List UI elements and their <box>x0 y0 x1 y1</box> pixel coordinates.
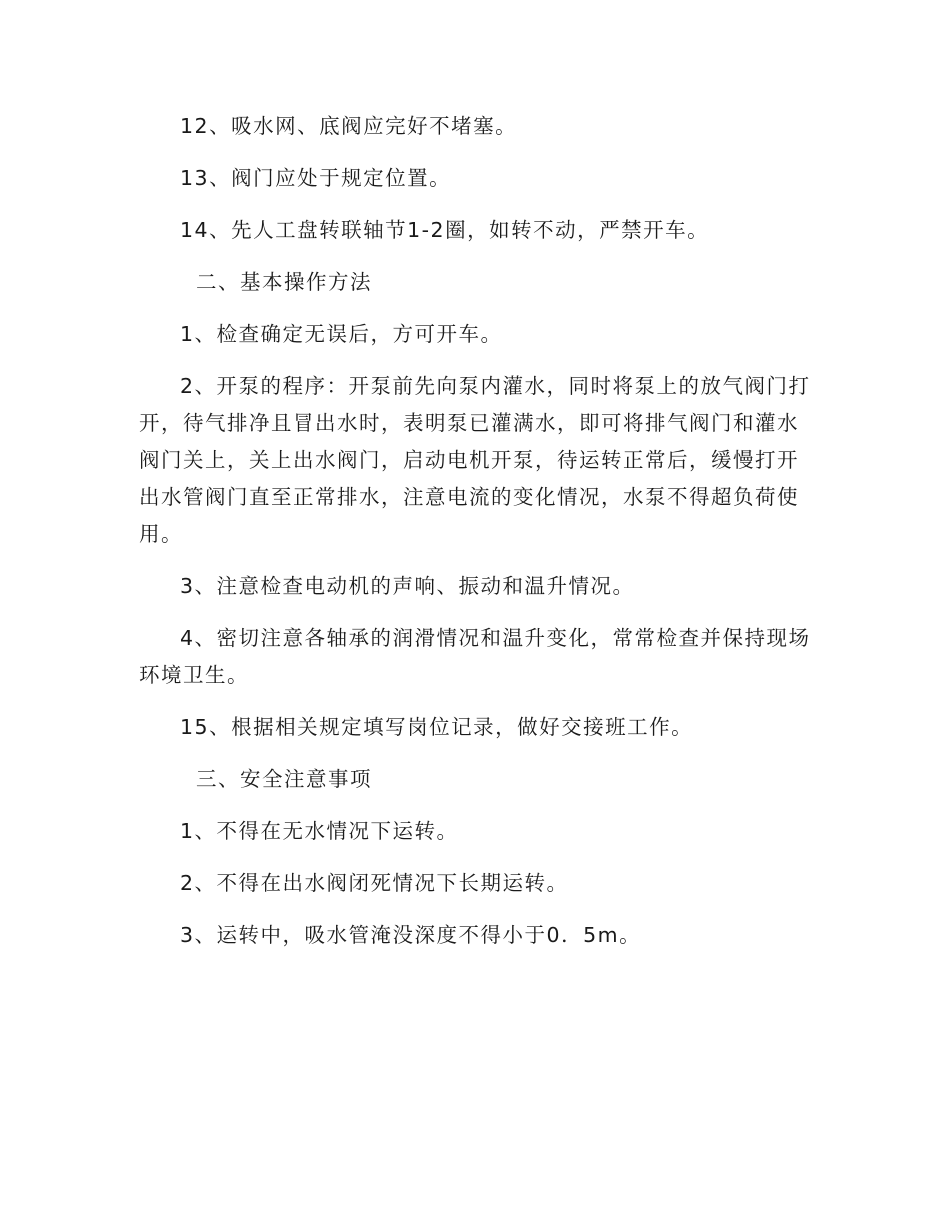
paragraph-item-12: 12、吸水网、底阀应完好不堵塞。 <box>180 114 518 138</box>
paragraph-item-15-records: 15、根据相关规定填写岗位记录，做好交接班工作。 <box>180 715 694 739</box>
paragraph-item-4-bearings: 4、密切注意各轴承的润滑情况和温升变化，常常检查并保持现场环境卫生。 <box>139 626 811 687</box>
section-heading-safety: 三、安全注意事项 <box>196 767 372 791</box>
paragraph-safety-2: 2、不得在出水阀闭死情况下长期运转。 <box>180 871 569 895</box>
paragraph-item-2-start-procedure: 2、开泵的程序：开泵前先向泵内灌水，同时将泵上的放气阀门打开，待气排净且冒出水时，表明泵已灌满水，即可将排气阀门和灌水阀门关上，关上出水阀门，启动电机开泵，待运转正常后，缓慢打开出水管阀门直至正常排水，注意电流的变化情况，水泵不得超负荷使用。 <box>139 374 811 546</box>
paragraph-item-3-motor-check: 3、注意检查电动机的声响、振动和温升情况。 <box>180 574 635 598</box>
paragraph-item-13: 13、阀门应处于规定位置。 <box>180 166 452 190</box>
section-heading-operation: 二、基本操作方法 <box>196 270 372 294</box>
paragraph-item-14: 14、先人工盘转联轴节1-2圈，如转不动，严禁开车。 <box>180 218 710 242</box>
paragraph-safety-3: 3、运转中，吸水管淹没深度不得小于0．5m。 <box>180 923 642 947</box>
document-body <box>139 108 811 969</box>
paragraph-safety-1: 1、不得在无水情况下运转。 <box>180 819 459 843</box>
paragraph-item-1-check: 1、检查确定无误后，方可开车。 <box>180 322 503 346</box>
